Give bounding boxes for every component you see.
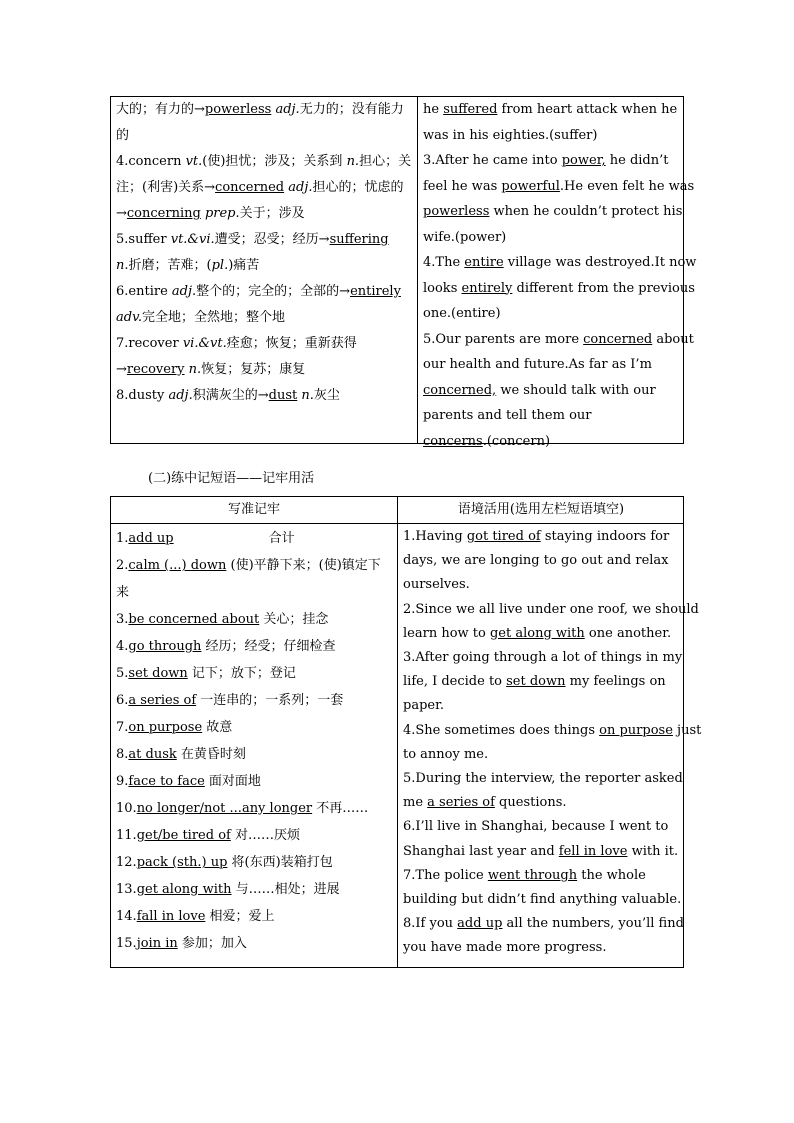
answer-blank: concerned bbox=[215, 180, 285, 195]
part-of-speech: adj. bbox=[168, 388, 193, 403]
text-line: 6.entire adj.整个的；完全的；全部的→entirely bbox=[116, 284, 401, 299]
answer-blank: concerning bbox=[126, 206, 201, 221]
text-line: Shanghai last year and fell in love with it. bbox=[403, 843, 679, 859]
answer-blank: set down bbox=[128, 666, 188, 681]
phrases-table bbox=[110, 496, 702, 968]
text-line: 7.The police went through the whole bbox=[403, 867, 646, 883]
practice-sentences-column bbox=[423, 97, 697, 454]
text-line: me a series of questions. bbox=[403, 795, 567, 811]
answer-blank: pack (sth.) up bbox=[136, 855, 228, 870]
part-of-speech: pl. bbox=[211, 258, 229, 273]
answer-blank: suffered bbox=[443, 102, 498, 117]
text-line: 4.The entire village was destroyed.It now bbox=[423, 255, 697, 270]
answer-blank: concerned, bbox=[423, 382, 497, 398]
answer-blank: fall in love bbox=[136, 909, 206, 924]
text-line: 注；(利害)关系→concerned adj.担心的；忧虑的 bbox=[116, 180, 404, 195]
answer-blank: entirely bbox=[350, 284, 401, 299]
part-of-speech: vi.&vt. bbox=[182, 336, 227, 351]
answer-blank: recovery bbox=[126, 362, 185, 377]
answer-blank: on purpose bbox=[599, 722, 673, 738]
answer-blank: a series of bbox=[427, 795, 495, 811]
part-of-speech: vt. bbox=[185, 154, 203, 169]
answer-blank: entirely bbox=[461, 280, 513, 296]
part-of-speech: adj. bbox=[288, 180, 313, 195]
part-of-speech: adj. bbox=[275, 102, 300, 117]
answer-blank: add up bbox=[128, 531, 174, 546]
header-divider bbox=[111, 523, 683, 524]
text-line: →concerning prep.关于；涉及 bbox=[116, 206, 305, 221]
answer-blank: dust bbox=[268, 388, 298, 403]
text-line: 7.recover vi.&vt.痊愈；恢复；重新获得 bbox=[116, 336, 357, 351]
answer-blank: powerless bbox=[204, 102, 272, 117]
text-line: building but didn’t find anything valuable. bbox=[403, 892, 682, 908]
text-line: ourselves. bbox=[403, 577, 470, 593]
text-line: wife.(power) bbox=[423, 229, 507, 245]
word-family-column bbox=[116, 97, 412, 409]
text-line: 1.add up 合计 bbox=[116, 531, 295, 546]
text-line: 5.Our parents are more concerned about bbox=[423, 331, 694, 347]
text-line: 3.After he came into power, he didn’t bbox=[423, 153, 669, 168]
text-line: parents and tell them our bbox=[423, 408, 592, 423]
text-line: 2.calm (...) down (使)平静下来；(使)镇定下 bbox=[116, 558, 381, 573]
part-of-speech: prep. bbox=[204, 206, 240, 221]
answer-blank: at dusk bbox=[128, 747, 177, 762]
text-line: feel he was powerful.He even felt he was bbox=[423, 178, 695, 194]
text-line: he suffered from heart attack when he bbox=[423, 102, 678, 117]
answer-blank: powerless bbox=[423, 204, 490, 219]
text-line: days, we are longing to go out and relax bbox=[403, 553, 669, 569]
text-line: looks entirely different from the previous bbox=[423, 280, 695, 296]
text-line: 5.During the interview, the reporter asked bbox=[403, 771, 683, 787]
text-line: 3.be concerned about 关心；挂念 bbox=[116, 612, 329, 627]
text-line: 4.go through 经历；经受；仔细检查 bbox=[116, 639, 336, 654]
text-line: 3.After going through a lot of things in my bbox=[403, 650, 683, 666]
text-line: paper. bbox=[403, 698, 445, 714]
answer-blank: no longer/not ...any longer bbox=[136, 801, 313, 816]
text-line: 来 bbox=[116, 585, 130, 600]
text-line: →recovery n.恢复；复苏；康复 bbox=[116, 362, 306, 377]
answer-blank: go through bbox=[128, 639, 202, 654]
text-line: 6.a series of 一连串的；一系列；一套 bbox=[116, 693, 344, 708]
text-line: learn how to get along with one another. bbox=[403, 625, 672, 641]
text-line: 8.at dusk 在黄昏时刻 bbox=[116, 747, 246, 762]
answer-blank: calm (...) down bbox=[128, 558, 227, 573]
text-line: 6.I’ll live in Shanghai, because I went to bbox=[403, 819, 669, 835]
answer-blank: concerns bbox=[423, 433, 483, 449]
text-line: 12.pack (sth.) up 将(东西)装箱打包 bbox=[116, 855, 333, 870]
text-line: concerned, we should talk with our bbox=[423, 382, 656, 398]
answer-blank: add up bbox=[457, 916, 503, 932]
text-line: 13.get along with 与……相处；进展 bbox=[116, 882, 340, 897]
answer-blank: went through bbox=[487, 867, 578, 883]
answer-blank: get along with bbox=[489, 625, 585, 641]
text-line: 14.fall in love 相爱；爱上 bbox=[116, 909, 275, 924]
column-divider bbox=[397, 497, 398, 967]
part-of-speech: n. bbox=[116, 258, 129, 273]
text-line: 5.set down 记下；放下；登记 bbox=[116, 666, 296, 681]
answer-blank: be concerned about bbox=[128, 612, 260, 627]
text-line: you have made more progress. bbox=[403, 940, 607, 956]
header-right: 语境活用(选用左栏短语填空) bbox=[457, 502, 625, 517]
text-line: 大的；有力的→powerless adj.无力的；没有能力 bbox=[116, 102, 404, 117]
text-line: our health and future.As far as I’m bbox=[423, 357, 652, 372]
text-line: was in his eighties.(suffer) bbox=[423, 127, 598, 143]
column-divider bbox=[417, 97, 418, 443]
text-line: life, I decide to set down my feelings on bbox=[403, 674, 666, 690]
text-line: 10.no longer/not ...any longer 不再…… bbox=[116, 801, 369, 816]
answer-blank: a series of bbox=[128, 693, 197, 708]
text-line: 5.suffer vt.&vi.遭受；忍受；经历→suffering bbox=[116, 232, 389, 247]
answer-blank: get along with bbox=[136, 882, 232, 897]
text-line: to annoy me. bbox=[403, 746, 489, 762]
context-usage-column bbox=[403, 525, 702, 961]
answer-blank: on purpose bbox=[128, 720, 203, 735]
text-line: n.折磨；苦难；(pl.)痛苦 bbox=[116, 258, 260, 273]
answer-blank: join in bbox=[136, 936, 178, 951]
answer-blank: got tired of bbox=[466, 529, 541, 544]
answer-blank: power, bbox=[561, 153, 606, 168]
answer-blank: powerful bbox=[501, 178, 560, 194]
part-of-speech: n. bbox=[346, 154, 360, 169]
text-line: 8.dusty adj.积满灰尘的→dust n.灰尘 bbox=[116, 388, 340, 403]
part-of-speech: adv. bbox=[116, 310, 143, 325]
answer-blank: set down bbox=[506, 674, 566, 690]
text-line: adv.完全地；全然地；整个地 bbox=[116, 310, 286, 325]
part-of-speech: n. bbox=[188, 362, 202, 377]
text-line: concerns.(concern) bbox=[423, 433, 551, 449]
answer-blank: get/be tired of bbox=[136, 828, 231, 843]
text-line: 4.She sometimes does things on purpose just bbox=[403, 722, 702, 738]
text-line: 7.on purpose 故意 bbox=[116, 720, 233, 735]
vocabulary-table bbox=[110, 96, 697, 449]
text-line: 的 bbox=[116, 128, 130, 143]
text-line: powerless when he couldn’t protect his bbox=[423, 204, 683, 219]
text-line: 15.join in 参加；加入 bbox=[116, 936, 247, 951]
header-left: 写准记牢 bbox=[227, 502, 280, 517]
text-line: one.(entire) bbox=[423, 306, 501, 321]
answer-blank: concerned bbox=[583, 331, 653, 347]
answer-blank: entire bbox=[464, 255, 504, 270]
part-of-speech: vt.&vi. bbox=[170, 232, 215, 247]
text-line: 11.get/be tired of 对……厌烦 bbox=[116, 828, 300, 843]
text-line: 8.If you add up all the numbers, you’ll find bbox=[403, 916, 684, 932]
part-of-speech: n. bbox=[301, 388, 314, 403]
text-line: 1.Having got tired of staying indoors for bbox=[403, 529, 670, 544]
text-line: 4.concern vt.(使)担忧；涉及；关系到 n.担心；关 bbox=[116, 154, 412, 169]
answer-blank: face to face bbox=[128, 774, 205, 789]
section-title: (二)练中记短语——记牢用活 bbox=[148, 471, 315, 486]
part-of-speech: adj. bbox=[171, 284, 197, 299]
phrase-list-column bbox=[116, 525, 394, 957]
text-line: 9.face to face 面对面地 bbox=[116, 774, 261, 789]
answer-blank: suffering bbox=[329, 232, 389, 247]
answer-blank: fell in love bbox=[558, 843, 628, 859]
text-line: 2.Since we all live under one roof, we should bbox=[403, 601, 699, 617]
